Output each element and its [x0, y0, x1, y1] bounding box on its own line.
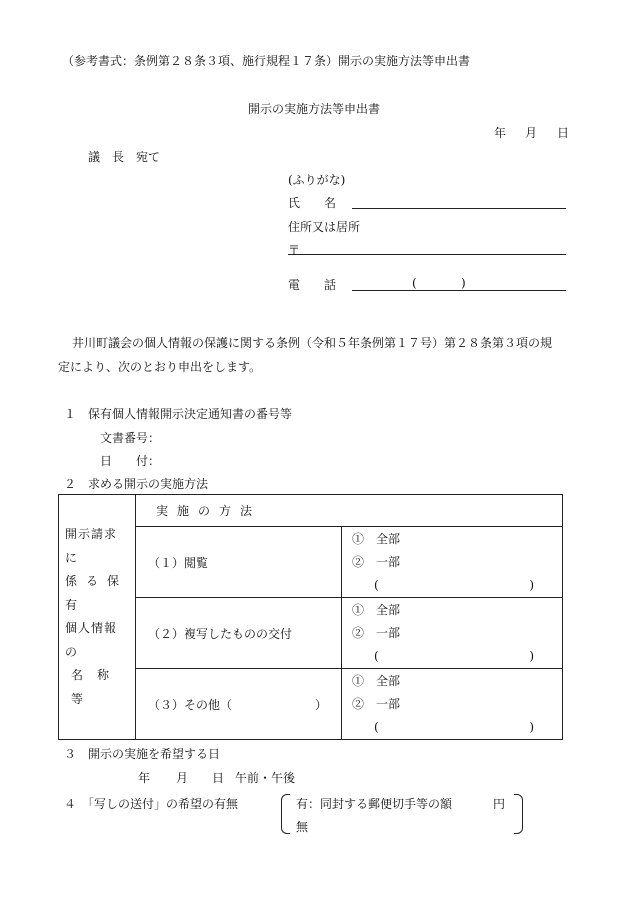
method-1-part-detail[interactable]: ( )	[374, 578, 534, 592]
method-2-part-detail[interactable]: ( )	[374, 649, 534, 663]
desired-month[interactable]: 月	[176, 771, 189, 785]
info-name-cell[interactable]	[59, 495, 136, 740]
left-bracket	[281, 794, 290, 834]
method-2-all[interactable]: ① 全部	[352, 603, 401, 617]
method-3-part-detail[interactable]: ( )	[374, 720, 534, 734]
method-table	[58, 494, 563, 740]
section-2-heading: ２ 求める開示の実施方法	[64, 477, 209, 491]
phone-paren-open: (	[412, 276, 417, 290]
method-3-cell	[136, 669, 342, 740]
section-1-heading: １ 保有個人情報開示決定通知書の番号等	[64, 407, 293, 421]
phone-paren-close: )	[461, 276, 466, 290]
method-3-part[interactable]: ② 一部	[352, 697, 401, 711]
method-1-all[interactable]: ① 全部	[352, 532, 401, 546]
furigana-label: (ふりがな)	[288, 173, 346, 187]
desired-year[interactable]: 年	[138, 771, 151, 785]
body-line-2: 定により、次のとおり申出をします。	[58, 360, 262, 374]
method-1-cell	[136, 527, 342, 598]
method-1-part[interactable]: ② 一部	[352, 555, 401, 569]
date-day: 日	[557, 126, 570, 140]
mailing-yen: 円	[493, 797, 506, 811]
method-3-all[interactable]: ① 全部	[352, 674, 401, 688]
method-2-options	[342, 598, 563, 669]
left-line-4: 名称等	[71, 668, 124, 706]
method-2-label: （２）複写したものの交付	[148, 626, 293, 641]
method-header-cell	[136, 495, 563, 527]
method-3-label: （３）その他（	[148, 697, 233, 712]
addressee: 議 長 宛て	[88, 150, 161, 164]
postal-mark: 〒	[288, 243, 301, 257]
date-year: 年	[494, 126, 507, 140]
notice-date-label: 日 付：	[100, 454, 161, 468]
document-title: 開示の実施方法等申出書	[248, 102, 381, 116]
mailing-yes[interactable]: 有：同封する郵便切手等の額	[296, 797, 453, 811]
method-header: 実施の方法	[156, 504, 262, 518]
doc-number-label: 文書番号：	[100, 431, 161, 445]
phone-field[interactable]	[352, 290, 566, 291]
address-label: 住所又は居所	[288, 220, 361, 234]
desired-day[interactable]: 日	[212, 771, 225, 785]
left-line-1: 開示請求に	[65, 527, 118, 565]
name-field[interactable]	[352, 208, 566, 209]
desired-ampm[interactable]: 午前・午後	[235, 771, 296, 785]
method-2-part[interactable]: ② 一部	[352, 626, 401, 640]
right-bracket	[514, 794, 523, 834]
method-1-label: （１）閲覧	[148, 555, 209, 570]
method-2-cell	[136, 598, 342, 669]
mailing-no[interactable]: 無	[296, 820, 309, 834]
section-3-heading: ３ 開示の実施を希望する日	[64, 747, 221, 761]
method-1-options	[342, 527, 563, 598]
section-4-heading: ４ 「写しの送付」の希望の有無	[64, 797, 239, 811]
address-field[interactable]	[288, 254, 566, 255]
left-line-3: 個人情報の	[65, 621, 118, 659]
name-label: 氏 名	[288, 196, 337, 210]
phone-label: 電 話	[288, 278, 337, 292]
body-line-1: 井川町議会の個人情報の保護に関する条例（令和５年条例第１７号）第２８条第３項の規	[72, 336, 553, 350]
reference-note: （参考書式：条例第２８条３項、施行規程１７条）開示の実施方法等申出書	[62, 54, 471, 68]
method-3-options	[342, 669, 563, 740]
left-line-2: 係る保有	[65, 574, 129, 612]
date-month: 月	[525, 126, 538, 140]
method-3-label-close: ）	[314, 697, 327, 712]
